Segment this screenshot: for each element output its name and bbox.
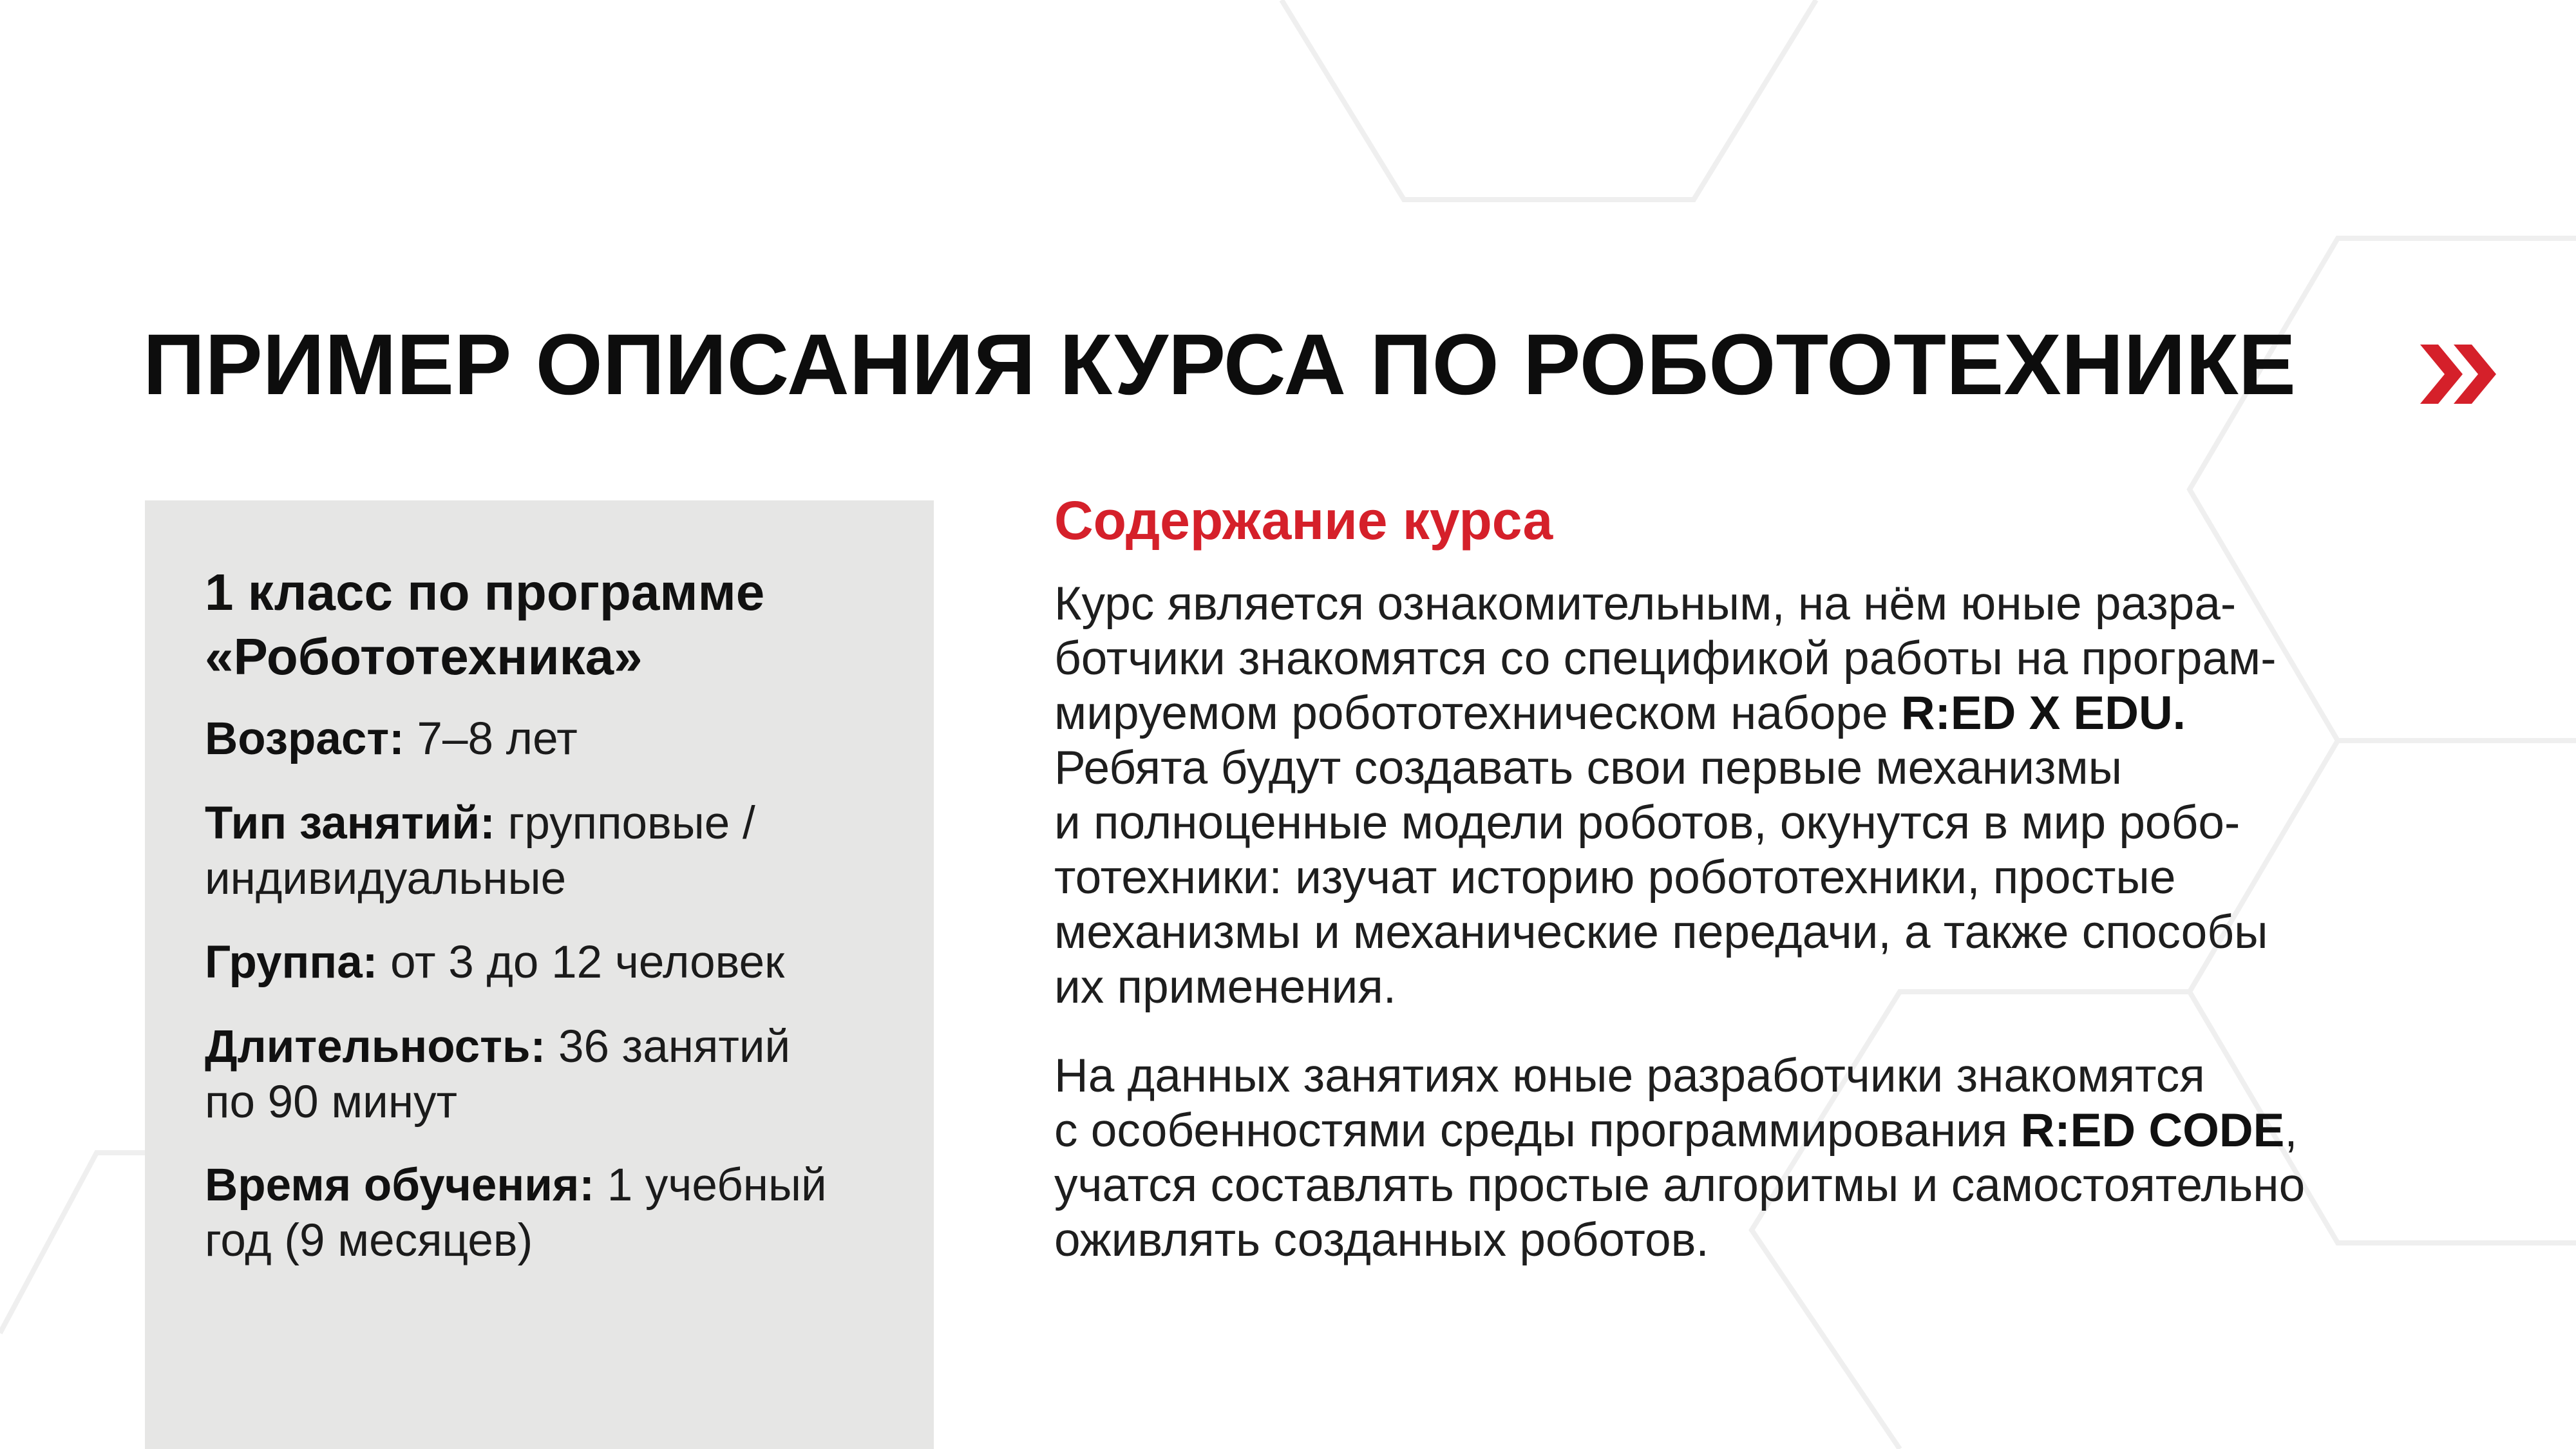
class-title-line-1: 1 класс по программе (205, 564, 765, 621)
duration-value-cont: по 90 минут (205, 1077, 458, 1128)
description-line: ботчики знакомятся со спецификой работы на програм- (1054, 632, 2277, 685)
description-line: На данных занятиях юные разработчики знакомятся (1054, 1050, 2205, 1102)
content-heading: Содержание курса (1054, 490, 1553, 551)
description-line: и полноценные модели роботов, окунутся в мир робо- (1054, 797, 2240, 849)
description-line: оживлять созданных роботов. (1054, 1214, 1709, 1266)
group-value: от 3 до 12 человек (390, 937, 785, 988)
double-chevron-right-icon (2420, 345, 2499, 404)
study-period-value: 1 учебный (607, 1160, 827, 1211)
description-line: мируемом робототехническом наборе (1054, 687, 1901, 739)
description-line: Курс является ознакомительным, на нём юные разра- (1054, 578, 2237, 630)
hexagon-outline-top (1282, 0, 1816, 200)
environment-name: R:ED CODE (2020, 1104, 2285, 1157)
class-title-line-2: «Робототехника» (205, 628, 643, 685)
duration-label: Длительность: (205, 1021, 546, 1072)
description-line: учатся составлять простые алгоритмы и самостоятельно (1054, 1159, 2306, 1211)
age-label: Возраст: (205, 714, 404, 764)
age-row (205, 712, 933, 767)
page-title: ПРИМЕР ОПИСАНИЯ КУРСА ПО РОБОТОТЕХНИКЕ (143, 317, 2296, 413)
course-description-paragraph (1054, 576, 2510, 1014)
lesson-type-row (205, 796, 933, 907)
description-line: тотехники: изучат историю робототехники, простые (1054, 851, 2176, 904)
description-line: их применения. (1054, 961, 1397, 1013)
group-label: Группа: (205, 937, 378, 988)
lesson-type-label: Тип занятий: (205, 798, 495, 849)
class-title (205, 560, 926, 689)
age-value: 7–8 лет (417, 714, 578, 764)
description-line: механизмы и механические передачи, а также способы (1054, 906, 2268, 958)
description-line: с особенностями среды программирования (1054, 1104, 2021, 1157)
lesson-type-value-cont: индивидуальные (205, 853, 567, 904)
study-period-label: Время обучения: (205, 1160, 594, 1211)
kit-name: R:ED X EDU. (1900, 687, 2186, 739)
group-row (205, 935, 933, 990)
hexagon-outline-left (0, 1153, 145, 1333)
duration-row (205, 1019, 933, 1130)
study-period-value-cont: год (9 месяцев) (205, 1215, 533, 1266)
study-period-row (205, 1158, 933, 1269)
duration-value: 36 занятий (558, 1021, 791, 1072)
description-line: Ребята будут создавать свои первые механизмы (1054, 742, 2123, 794)
lessons-description-paragraph (1054, 1048, 2510, 1267)
lesson-type-value: групповые / (507, 798, 755, 849)
description-punct: , (2284, 1104, 2298, 1157)
